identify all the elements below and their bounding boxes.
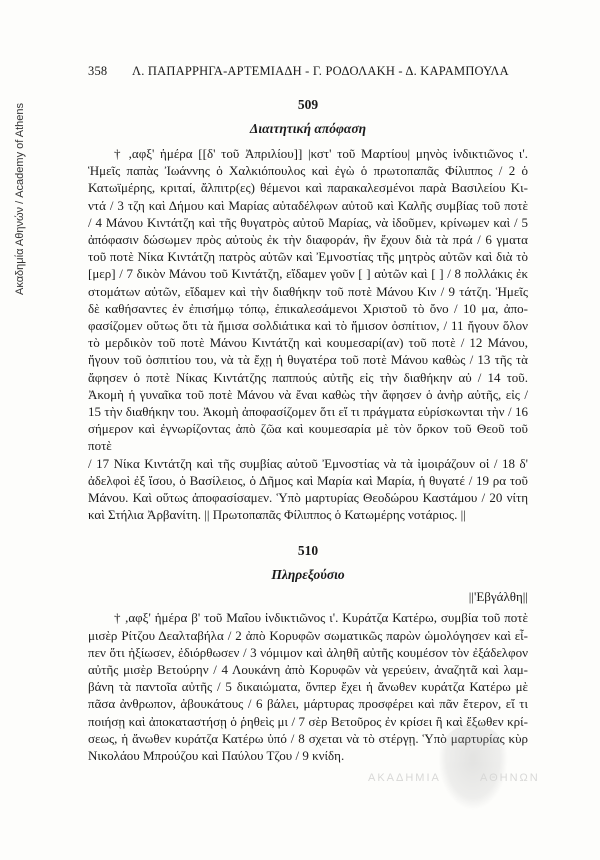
text-line: / 4 Μάνου Κιντάτζη καὶ τῆς θυγατρὸς αὐτοῦ Μαρίας, νὰ ἰδοῦμεν, κρίνωμεν καὶ / 5 xyxy=(88,214,528,230)
text-line: Ἀκομὴ ἡ γυναῖκα τοῦ ποτὲ Μάνου νὰ ἔναι καθὼς τὴν ἄφησεν ὁ ἀνὴρ αὐτῆς, εἰς / xyxy=(88,386,528,402)
text-line: τοῦ ποτὲ Νίκα Κιντάτζη πατρὸς αὐτῶν καὶ Ἐμνοστίας τῆς μητρὸς αὐτῶν καὶ διὰ τὸ xyxy=(88,249,528,265)
text-line: πᾶσα ἀνθρωπον, ἀβουκάτους / 6 βάλει, μάρτυρας προσφέρει καὶ πᾶν ἔτερον, εἴ τι xyxy=(88,696,528,712)
text-line: μισὲρ Ρίτζου Δεαλταβήλα / 2 ἀπὸ Κορυφῶν σωματικῶς παρὼν ὡμολόγησεν καὶ εἶ- xyxy=(88,627,528,643)
doc-510-tag: ||'Εβγάλθη|| xyxy=(468,589,528,605)
running-header xyxy=(88,64,528,79)
watermark-left: ΑΚΑΔΗΜΙΑ xyxy=(368,772,441,784)
text-line: καὶ Στήλια Ἀρβανίτη. || Πρωτοπαπᾶς Φίλιππος ὁ Κατωμέρης νοτάριος. || xyxy=(88,507,466,523)
text-line: Νικολάου Μπρούζου καὶ Παύλου Τζου / 9 κνίδη. xyxy=(88,748,345,764)
text-line: 15 τὴν διαθήκην του. Ἀκομὴ ἀποφασίζομεν ὅτι εἴ τι πράγματα εὑρίσκωνται τὴν / 16 xyxy=(88,404,528,420)
side-label: Ακαδημία Αθηνών / Academy of Athens xyxy=(14,102,26,295)
text-line: βάνη τὰ παντοῖα αὐτῆς / 5 δικαιώματα, ὅνπερ ἔχει ἡ ἄνωθεν κυράτζα Κατέρω μὲ xyxy=(88,679,528,695)
text-line: † ,αφξ' ἡμέρα [[δ' τοῦ Ἀπριλίου]] |κστ' τοῦ Μαρτίου| μηνὸς ἰνδικτιῶνος ι'. xyxy=(114,146,528,161)
text-line: Μάνου. Καὶ οὕτως ἀποφασίσαμεν. Ὑπὸ μαρτυρίας Θεοδώρου Καστάμου / 20 νίτη xyxy=(88,490,528,506)
text-line: Κατωϊμέρης, κριταί, ἄλπιτρ(ες) θέμενοι καὶ παρακαλεσμένοι παρὰ Βασιλείου Κι- xyxy=(88,180,528,196)
text-line: / 17 Νίκα Κιντάτζη καὶ τῆς συμβίας αὐτοῦ Ἐμνοστίας νὰ τὰ ἰμοιράζουν οἱ / 18 δ' xyxy=(88,455,528,471)
academy-watermark xyxy=(368,724,538,814)
doc-509-body xyxy=(88,145,528,523)
text-line: σεως, ἡ ἄνωθεν κυράτζα Κατέρω ὑπό / 8 σχεται νὰ τὸ στέργῃ. Ὑπὸ μαρτυρίας κὺρ xyxy=(88,730,528,746)
page xyxy=(88,64,528,764)
doc-509-number: 509 xyxy=(297,97,319,112)
text-line: σήμερον καὶ ἐγνωρίζοντας ἀπὸ ζῶα καὶ κουμεσαρία μὲ τὸν ὅρκον τοῦ Θεοῦ τοῦ ποτὲ xyxy=(88,421,528,454)
side-watermark xyxy=(14,40,28,300)
text-line: τὸ μερδικὸν τοῦ ποτὲ Μάνου Κιντάτζη καὶ κουμεσαρί(αν) τοῦ ποτὲ / 12 Μάνου, xyxy=(88,335,528,351)
doc-509-title: Διαιτητική απόφαση xyxy=(249,121,367,136)
text-line: [μερ] / 7 δικὸν Μάνου τοῦ Κιντάτζη, εἴδαμεν γοῦν [ ] αὐτῶν καὶ [ ] / 8 πολλάκις ἐκ xyxy=(88,266,528,282)
text-line: ἤγουν τοῦ ὀσπιτίου του, νὰ τὰ ἔχῃ ἡ θυγατέρα τοῦ ποτὲ Μάνου καθὼς / 13 τῆς τὰ xyxy=(88,352,528,368)
text-line: ποιήσῃ καὶ ἀποκαταστήσῃ ὁ ῥηθεὶς μι / 7 σὲρ Βετοῦρος ἐν κρίσει ἢ καὶ ἔξωθεν κρί- xyxy=(88,713,528,729)
text-line: φασίζομεν οὕτως ὅτι τὰ ἥμισα σολδιάτικα καὶ τὸ ἥμισον ὀσπίτιον, / 11 ἤγουν ὅλον xyxy=(88,318,528,334)
text-line: Ἡμεῖς παπὰς Ἰωάννης ὁ Χαλκιόπουλος καὶ ἐγὼ ὁ πρωτοπαπᾶς Φίλιππος / 2 ὁ xyxy=(88,163,528,179)
text-line: πεν ὅτι ἠξίωσεν, ἐδιόρθωσεν / 3 νόμιμον καὶ ἀληθῆ αὐτῆς κουμέσον τὸν ἐξάδελφον xyxy=(88,644,528,660)
text-line: δὲ καθήσαντες ἐν ἐπισήμῳ τόπῳ, ἐπικαλεσάμενοι Χριστοῦ τὸ ὄνο / 10 μα, ἀπο- xyxy=(88,300,528,316)
text-line: ἀδελφοὶ ἐξ ἴσου, ὁ Βασίλειος, ὁ Δῆμος καὶ Μαρία καὶ Μαρία, ἡ θυγατέ / 19 ρα τοῦ xyxy=(88,472,528,488)
seal-icon xyxy=(438,724,508,810)
page-number: 358 xyxy=(88,64,108,78)
text-line: ἄφησεν ὁ ποτὲ Νίκας Κιντάτζης παππούς αὐτῆς εἰς τὴν διαθήκην αὐ / 14 τοῦ. xyxy=(88,369,528,385)
text-line: στομάτων αὐτῶν, εἴδαμεν καὶ τὴν διαθήκην τοῦ ποτὲ Μάνου Κιν / 9 τάτζη. Ἡμεῖς xyxy=(88,283,528,299)
text-line: ἀπόφασιν δώσωμεν πρὸς αὐτοὺς ἐκ τὴν διαφοράν, ἣν ἔχουν διὰ τὰ πρά / 6 γματα xyxy=(88,232,528,248)
watermark-right: ΑΘΗΝΩΝ xyxy=(480,772,540,784)
header-authors: Λ. ΠΑΠΑΡΡΗΓΑ-ΑΡΤΕΜΙΑΔΗ - Γ. ΡΟΔΟΛΑΚΗ - Δ. ΚΑΡΑΜΠΟΥΛΑ xyxy=(132,64,509,78)
text-line: ντά / 3 τζη καὶ Δήμου καὶ Μαρίας αὐταδέλφων αὐτοῦ καὶ Καλῆς συμβίας τοῦ ποτὲ xyxy=(88,197,528,213)
text-line: † ,αφξ' ἡμέρα β' τοῦ Μαΐου ἰνδικτιῶνος ι'. Κυράτζα Κατέρω, συμβία τοῦ ποτὲ xyxy=(114,610,528,626)
doc-510-number: 510 xyxy=(297,543,319,559)
doc-510-title: Πληρεξούσιο xyxy=(271,567,345,583)
text-line: αὐτῆς μισὲρ Βετούρην / 4 Λουκάνη ἀπὸ Κορυφῶν νὰ γερεύειν, ἀναζητᾶ καὶ λαμ- xyxy=(88,662,528,678)
